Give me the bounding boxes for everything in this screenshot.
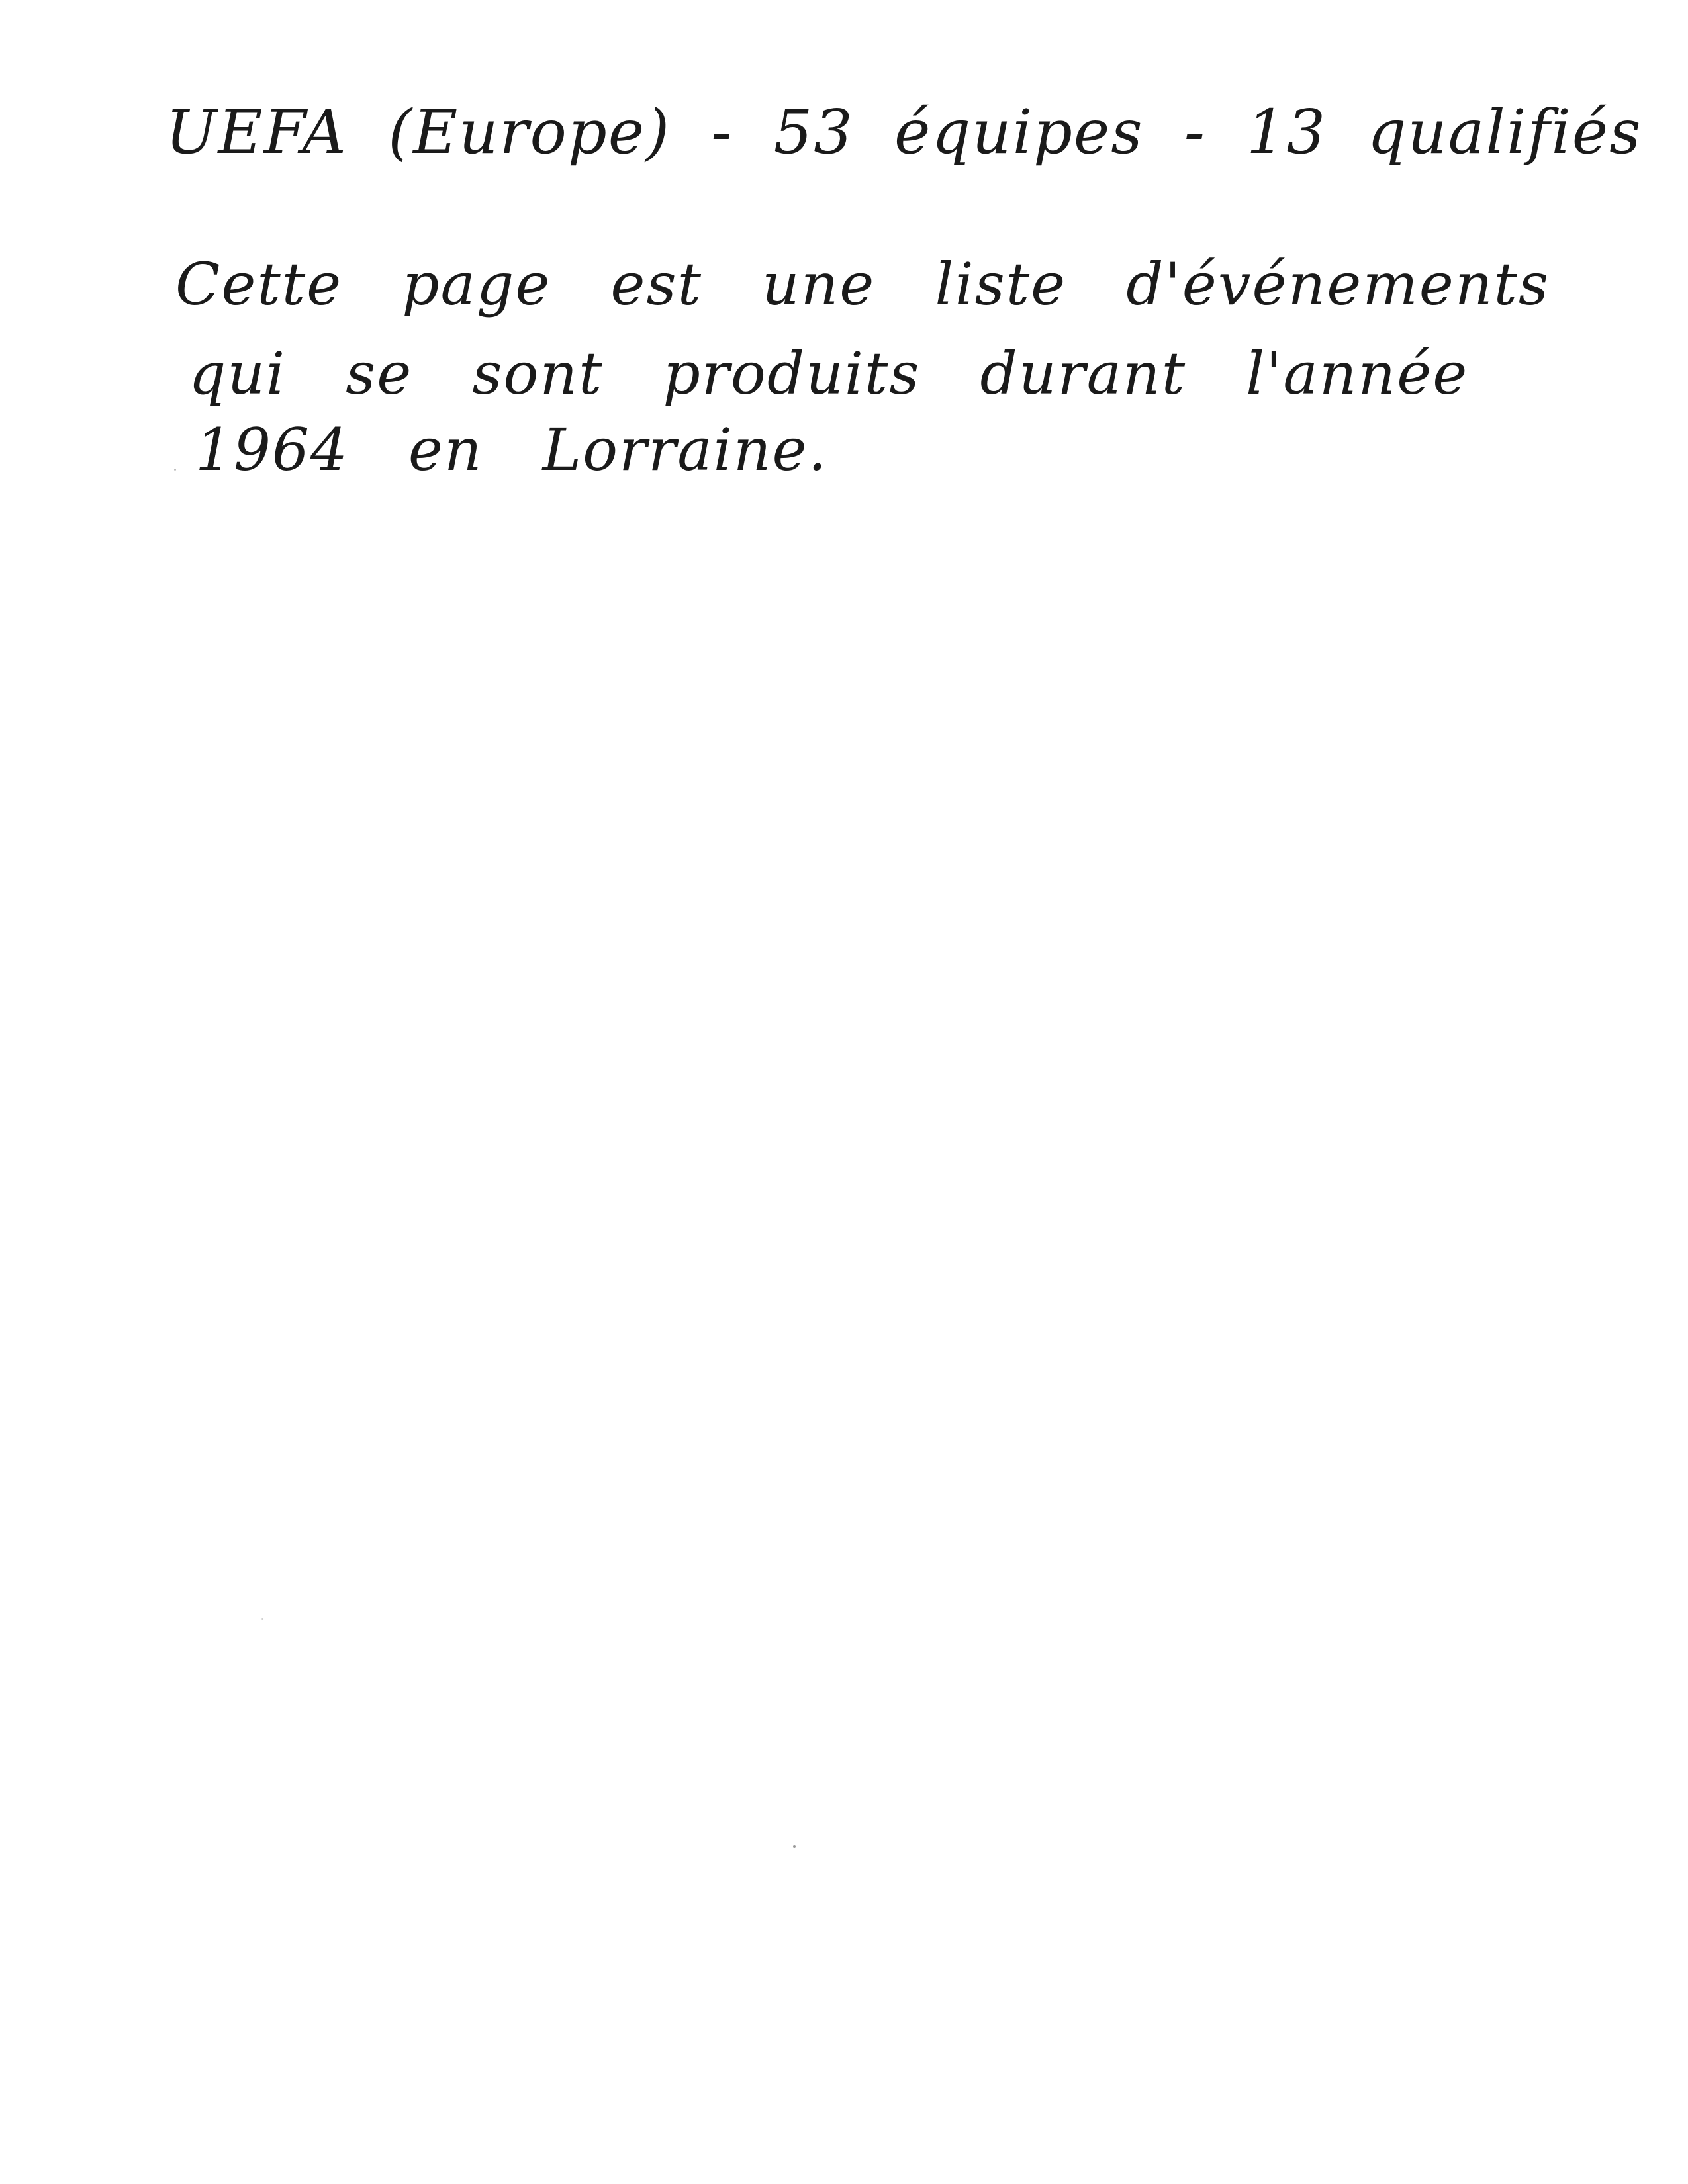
body-line-2: qui se sont produits durant l'année: [189, 340, 1469, 408]
scan-speck: [261, 1618, 263, 1620]
scan-speck: [793, 1845, 796, 1848]
body-line-3: 1964 en Lorraine.: [195, 416, 828, 484]
body-line-1: Cette page est une liste d'événements: [175, 250, 1550, 318]
heading-line: UEFA (Europe) - 53 équipes - 13 qualifiés: [165, 97, 1642, 167]
scan-speck: [174, 469, 176, 471]
